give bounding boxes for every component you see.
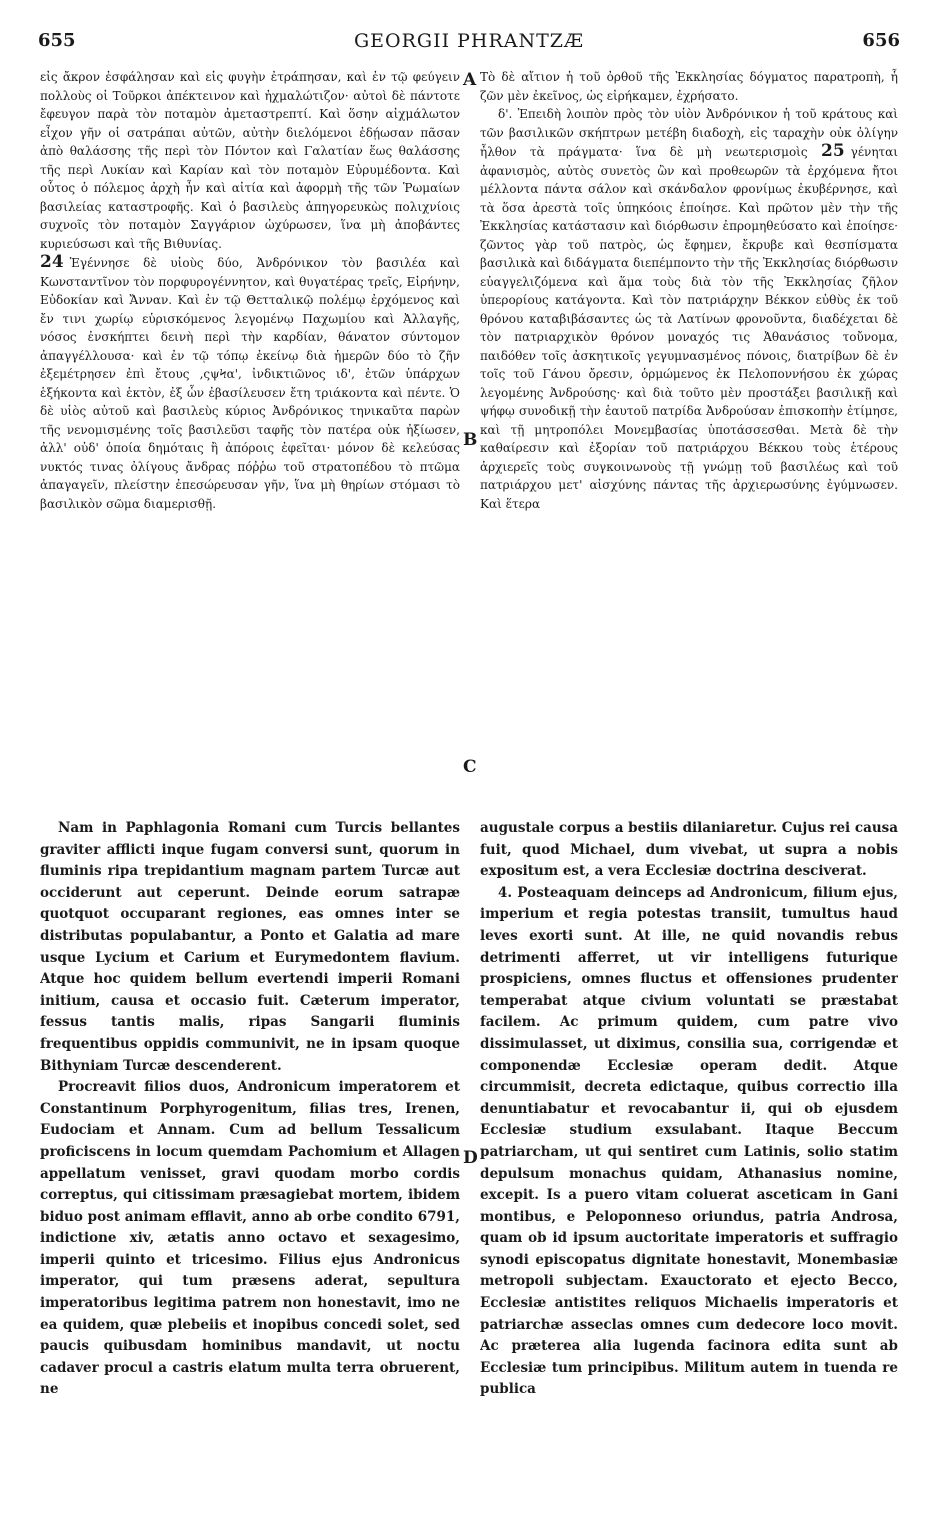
greek-text: δ'. Ἐπειδὴ λοιπὸν πρὸς τὸν υἱὸν Ἀνδρόνικον ἡ τοῦ κράτους καὶ τῶν βασιλικῶν σκήπτρων μετέβη διαδοχὴ, εἰς ταραχὴν οὐκ ὀλίγην ἦλθον τὰ πράγματα· ἵνα δὲ μὴ νεωτερισμοὶς <box>480 107 898 159</box>
greek-paragraph <box>480 105 898 513</box>
greek-column-left <box>40 68 460 803</box>
greek-text: γένηται ἀφανισμὸς, αὐτὸς συνετὸς ὢν καὶ προθεωρῶν τὰ ἐρχόμενα ἤτοι μέλλοντα πάντα σάλον καὶ σκάνδαλον φρονίμως ἐκυβέρνησε, καὶ τὰ ὅσα ἀρεστὰ τοῖς ὑπηκόοις ἐποίησε. Καὶ πρῶτον μὲν τὴν τῆς Ἐκκλησίας κατάστασιν καὶ διόρθωσιν ἐπρομηθεύσατο καὶ ἐποίησε· ζῶντος γὰρ τοῦ πατρὸς, ὡς ἔφημεν, ἔκρυβε καὶ θεσπίσματα βασιλικὰ καὶ διδάγματα διεπέμποντο τὴν τῆς Ἐκκλησίας διόρθωσιν εὐαγγελιζόμενα καὶ ἅμα τοὺς διὰ τὸν τῆς Ἐκκλησίας ζῆλον ὑπερορίους κατάγοντα. Καὶ τὸν πατριάρχην Βέκκον εὐθὺς ἐκ τοῦ θρόνου καταβιβάσαντες ὡς τὰ Λατίνων φρονοῦντα, διαδέχεται δὲ τὸν πατριαρχικὸν θρόνον μοναχός τις Ἀθανάσιος τοὔνομα, παιδόθεν τοῖς ἀσκητικοῖς γεγυμνασμένος πόνοις, διατρίβων δὲ ἐν τοῖς τοῦ Γάνου ὄρεσιν, ὁρμώμενος ἐκ Πελοποννήσου ἐκ χώρας λεγομένης Ἀνδρούσης· καὶ διὰ τοῦτο μὲν προστάξει βασιλικῇ καὶ ψήφῳ συνοδικῇ τὴν ἑαυτοῦ πατρίδα Ἀνδρούσαν ἐπισκοπὴν ἐτίμησε, καὶ τῇ μητροπόλει Μονεμβασίας ὑποτάσσεσθαι. Μετὰ δὲ τὴν καθαίρεσιν καὶ ἐξορίαν τοῦ πατριάρχου Βέκκου τοὺς ἑτέρους ἀρχιερεῖς τοὺς συγκοινωνοὺς τῇ γνώμῃ τοῦ βασιλέως καὶ τοῦ πατριάρχου μετ' αἰσχύνης πάντας τῆς ἀρχιερωσύνης ἐγύμνωσεν. Καὶ ἕτερα <box>480 145 898 511</box>
page-number-left: 655 <box>38 30 76 51</box>
page-header <box>38 30 900 58</box>
latin-paragraph: Nam in Paphlagonia Romani cum Turcis bellantes graviter afflicti inque fugam conversi sunt, quorum in fluminis ripa trepidantium magnam partem Turcæ aut occiderunt aut ceperunt. Deinde eorum satrapæ quotquot occuparant regiones, eas omnes inter se distributas populabantur, a Ponto et Galatia ad mare usque Lycium et Carium et Eurymedontem flavium. Atque hoc quidem bellum evertendi imperii Romani initium, causa et occasio fuit. Cæterum imperator, fessus tantis malis, ripas Sangarii fluminis frequentibus oppidis communivit, ne in ipsam quoque Bithyniam Turcæ descenderent. <box>40 820 460 1074</box>
greek-paragraph <box>40 253 460 513</box>
margin-marker-c: C <box>463 757 477 777</box>
latin-paragraph: Procreavit filios duos, Andronicum imperatorem et Constantinum Porphyrogenitum, filias tres, Irenen, Eudociam et Annam. Cum ad bellum Tessalicum proficiscens in locum quemdam Pachomium et Allagen appellatum venisset, gravi quodam morbo cordis correptus, qui citissimam præsagiebat mortem, ibidem biduo post animam efflavit, anno ab orbe condito 6791, indictione xiv, ætatis anno octavo et sexagesimo, imperii quinto et tricesimo. Filius ejus Andronicus imperator, qui tum præsens aderat, sepultura imperatoribus legitima patrem non honestavit, imo ne ea quidem, quæ plebeiis et inopibus concedi solet, sed paucis quibusdam hominibus mandavit, ut noctu cadaver procul a castris elatum multa terra obruerent, ne <box>40 1079 460 1398</box>
greek-column-right <box>480 68 898 803</box>
latin-column-right <box>480 818 898 1518</box>
latin-paragraph: augustale corpus a bestiis dilaniaretur. Cujus rei causa fuit, quod Michael, dum vivebat, ut supra a nobis expositum est, a vera Ecclesiæ doctrina desciverat. <box>480 820 898 880</box>
greek-text: Ἐγέννησε δὲ υἱοὺς δύο, Ἀνδρόνικον τὸν βασιλέα καὶ Κωνσταντῖνον τὸν πορφυρογέννητον, καὶ θυγατέρας τρεῖς, Εἰρήνην, Εὐδοκίαν καὶ Ἄνναν. Καὶ ἐν τῷ Θετταλικῷ πολέμῳ ἐρχόμενος καὶ ἔν τινι χωρίῳ εὑρισκόμενος λεγομένῳ Παχωμίου καὶ Ἀλλαγῆς, νόσος ἐνσκήπτει δεινὴ περὶ τὴν καρδίαν, θάνατον σύντομον ἀπαγγέλλουσα· καὶ ἐν τῷ τόπῳ ἐκείνῳ διὰ ἡμερῶν δύο τὸ ζῆν ἐξεμέτρησεν ἐπὶ ἔτους ,ςψϞα', ἰνδικτιῶνος ιδ', ἐτῶν ὑπάρχων ἑξήκοντα καὶ ἑκτὸν, ἐξ ὧν ἐβασίλευσεν ἔτη τριάκοντα καὶ πέντε. Ὁ δὲ υἱὸς αὐτοῦ καὶ βασιλεὺς κύριος Ἀνδρόνικος τηνικαῦτα παρὼν τῆς νενομισμένης τοῖς βασιλεῦσι ταφῆς τὸν πατέρα οὐκ ἠξίωσεν, ἀλλ' οὐδ' ὁποία δημόταις ἢ ἀπόροις ἐφεῖται· μόνον δὲ κελεύσας νυκτός τινας ὀλίγους ἄνδρας πόῤῥω τοῦ στρατοπέδου τὸ πτῶμα ἀπαγαγεῖν, πλείστην ἐπεσώρευσαν γῆν, ἵνα μὴ θηρίων στόμασι τὸ βασιλικὸν σῶμα διαμερισθῇ. <box>40 256 460 511</box>
chapter-number: 24 <box>40 252 64 272</box>
greek-paragraph: Τὸ δὲ αἴτιον ἡ τοῦ ὀρθοῦ τῆς Ἐκκλησίας δόγματος παρατροπὴ, ἧ ζῶν μὲν ἐκεῖνος, ὡς εἰρήκαμεν, ἐχρήσατο. <box>480 70 898 103</box>
running-title: GEORGII PHRANTZÆ <box>353 30 585 52</box>
latin-paragraph: 4. Posteaquam deinceps ad Andronicum, filium ejus, imperium et regia potestas transiit, tumultus haud leves exorti sunt. At ille, ne quid novandis rebus detrimenti afferret, ut vir intelligens futurique prospiciens, omnes fluctus et offensiones prudenter temperabat atque civium voluntati se præstabat facilem. Ac primum quidem, cum patre vivo dissimulasset, ut diximus, consilia sua, corrigendæ et componendæ Ecclesiæ operam dedit. Atque circummisit, decreta edictaque, quibus correctio illa denuntiabatur et revocabantur ii, qui ob ejusdem Ecclesiæ studium exsulabant. Itaque Beccum patriarcham, ut qui sentiret cum Latinis, solio statim depulsum monachus quidam, Athanasius nomine, excepit. Is a puero vitam coluerat asceticam in Gani montibus, e Peloponneso oriundus, patria Androsa, quam ob id ipsum auctoritate imperatoris et suffragio synodi episcopatus dignitate honestavit, Monembasiæ metropoli subjectam. Exauctorato et ejecto Becco, Ecclesiæ antistites reliquos Michaelis imperatoris et patriarchæ asseclas omnes cum dedecore loco movit. Ac præterea alia lugenda facinora edita sunt ab Ecclesiæ tum principibus. Militum autem in tuenda re publica <box>480 884 898 1398</box>
greek-paragraph: εἰς ἄκρον ἐσφάλησαν καὶ εἰς φυγὴν ἐτράπησαν, καὶ ἐν τῷ φεύγειν πολλοὺς οἱ Τοῦρκοι ἀπέκτεινον καὶ ἠχμαλώτιζον· αὐτοὶ δὲ πάντοτε ἔφευγον παρὰ τὸν ποταμὸν ἀμεταστρεπτί. Καὶ ὅσην αἰχμάλωτον εἶχον γῆν οἱ σατράπαι αὐτῶν, αὐτὴν διελόμενοι ἐδῄωσαν πᾶσαν ἀπὸ θαλάσσης τῆς περὶ τὸν Πόντον καὶ Γαλατίαν ἕως θαλάσσης τῆς περὶ Λυκίαν καὶ Καρίαν καὶ τὸν ποταμὸν Εὐρυμέδοντα. Καὶ οὗτος ὁ πόλεμος ἀρχὴ ἦν καὶ αἰτία καὶ ἀφορμὴ τῆς τῶν Ῥωμαίων βασιλείας καταστροφῆς. Καὶ ὁ βασιλεὺς ἀπηγορευκὼς πολιχνίοις συχνοῖς τὸν ποταμὸν Σαγγάριον ὠχύρωσεν, ἵνα μὴ ἀποβάντες κυριεύσωσι καὶ τῆς Βιθυνίας. <box>40 70 460 251</box>
margin-marker-b: B <box>463 430 478 450</box>
page-number-right: 656 <box>862 30 900 51</box>
latin-column-left <box>40 818 460 1518</box>
margin-marker-a: A <box>463 70 477 90</box>
margin-marker-d: D <box>463 1148 478 1168</box>
chapter-number: 25 <box>821 141 845 161</box>
